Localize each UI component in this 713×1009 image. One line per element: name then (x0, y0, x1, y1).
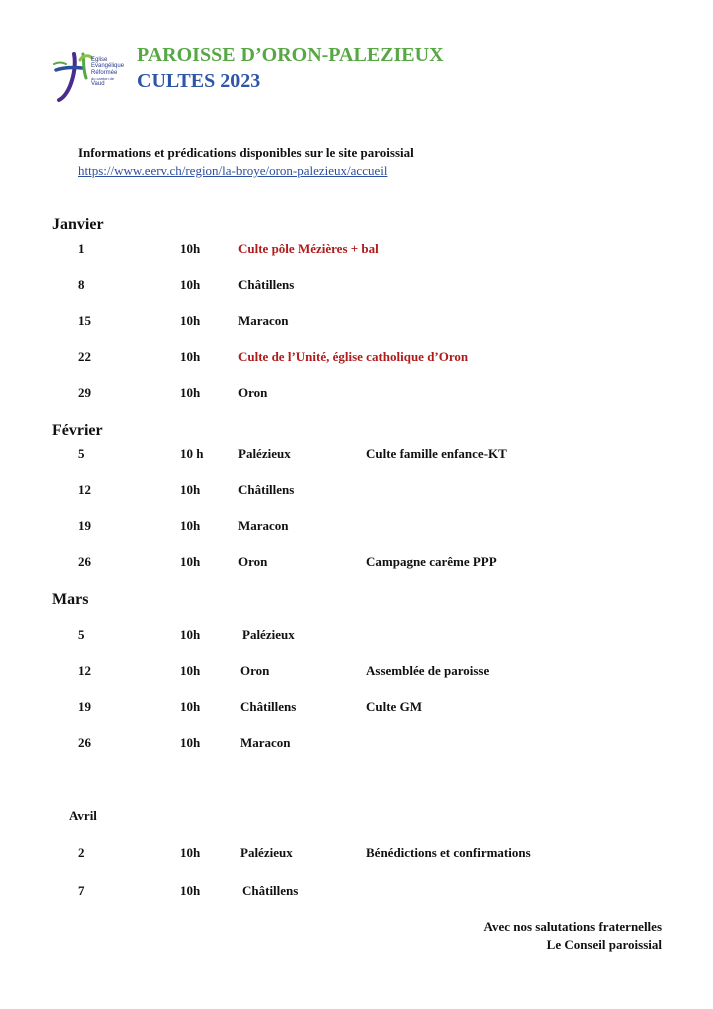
row-time: 10h (180, 385, 201, 400)
table-row (0, 518, 713, 536)
row-time: 10h (180, 554, 201, 569)
table-row (0, 313, 713, 331)
row-note: Culte GM (366, 699, 422, 714)
row-place: Châtillens (240, 699, 297, 714)
table-row (0, 699, 713, 717)
table-row (0, 845, 713, 863)
row-place: Culte pôle Mézières + bal (238, 241, 379, 256)
row-day: 12 (78, 482, 91, 497)
table-row (0, 446, 713, 464)
row-note: Bénédictions et confirmations (366, 845, 531, 860)
row-place: Palézieux (238, 446, 291, 461)
table-row (0, 349, 713, 367)
row-time: 10h (180, 883, 201, 898)
row-place: Maracon (240, 735, 291, 750)
row-day: 7 (78, 883, 85, 898)
row-place: Palézieux (242, 627, 295, 642)
row-time: 10h (180, 518, 201, 533)
row-time: 10h (180, 349, 201, 364)
row-time: 10h (180, 482, 201, 497)
row-note: Assemblée de paroisse (366, 663, 490, 678)
row-place: Châtillens (242, 883, 299, 898)
info-text: Informations et prédications disponibles sur le site paroissial (78, 145, 414, 160)
logo-line: du canton de (91, 76, 115, 82)
logo-line: Evangélique (91, 63, 125, 70)
row-time: 10h (180, 277, 201, 292)
row-day: 5 (78, 446, 85, 461)
row-day: 8 (78, 277, 85, 292)
row-day: 29 (78, 385, 91, 400)
row-note: Campagne carême PPP (366, 554, 497, 569)
row-place: Maracon (238, 313, 289, 328)
table-row (0, 241, 713, 259)
row-time: 10h (180, 241, 201, 256)
row-day: 12 (78, 663, 91, 678)
row-place: Châtillens (238, 277, 295, 292)
row-place: Maracon (238, 518, 289, 533)
page-subtitle: CULTES 2023 (137, 70, 261, 92)
row-day: 1 (78, 241, 85, 256)
row-day: 26 (78, 554, 91, 569)
row-day: 19 (78, 518, 91, 533)
month-heading-fevrier: Février (52, 422, 103, 439)
table-row (0, 385, 713, 403)
row-time: 10h (180, 627, 201, 642)
row-day: 2 (78, 845, 85, 860)
row-place: Oron (238, 385, 268, 400)
row-day: 19 (78, 699, 91, 714)
row-place: Oron (240, 663, 270, 678)
closing-signature: Le Conseil paroissial (546, 937, 662, 952)
table-row (0, 735, 713, 753)
row-place: Culte de l’Unité, église catholique d’Oron (238, 349, 469, 364)
month-heading-janvier: Janvier (52, 216, 104, 233)
table-row (0, 883, 713, 901)
table-row (0, 663, 713, 681)
parish-website-link[interactable]: https://www.eerv.ch/region/la-broye/oron-palezieux/accueil (78, 163, 388, 178)
row-time: 10h (180, 735, 201, 750)
row-day: 15 (78, 313, 91, 328)
closing-greeting: Avec nos salutations fraternelles (483, 919, 662, 934)
table-row (0, 482, 713, 500)
table-row (0, 277, 713, 295)
row-time: 10 h (180, 446, 204, 461)
row-time: 10h (180, 845, 201, 860)
row-day: 26 (78, 735, 91, 750)
page-title: PAROISSE D’ORON-PALEZIEUX (137, 44, 444, 66)
row-note: Culte famille enfance-KT (366, 446, 507, 461)
logo-caption (91, 57, 124, 88)
row-time: 10h (180, 313, 201, 328)
logo-line: Vaud (91, 81, 105, 88)
month-heading-avril: Avril (69, 808, 97, 823)
logo-line: Eglise (91, 57, 108, 63)
row-place: Oron (238, 554, 268, 569)
month-heading-mars: Mars (52, 591, 89, 608)
logo-line: Réformée (91, 69, 118, 76)
row-day: 22 (78, 349, 91, 364)
table-row (0, 554, 713, 572)
row-time: 10h (180, 699, 201, 714)
row-place: Palézieux (240, 845, 293, 860)
row-time: 10h (180, 663, 201, 678)
table-row (0, 627, 713, 645)
row-day: 5 (78, 627, 85, 642)
row-place: Châtillens (238, 482, 295, 497)
